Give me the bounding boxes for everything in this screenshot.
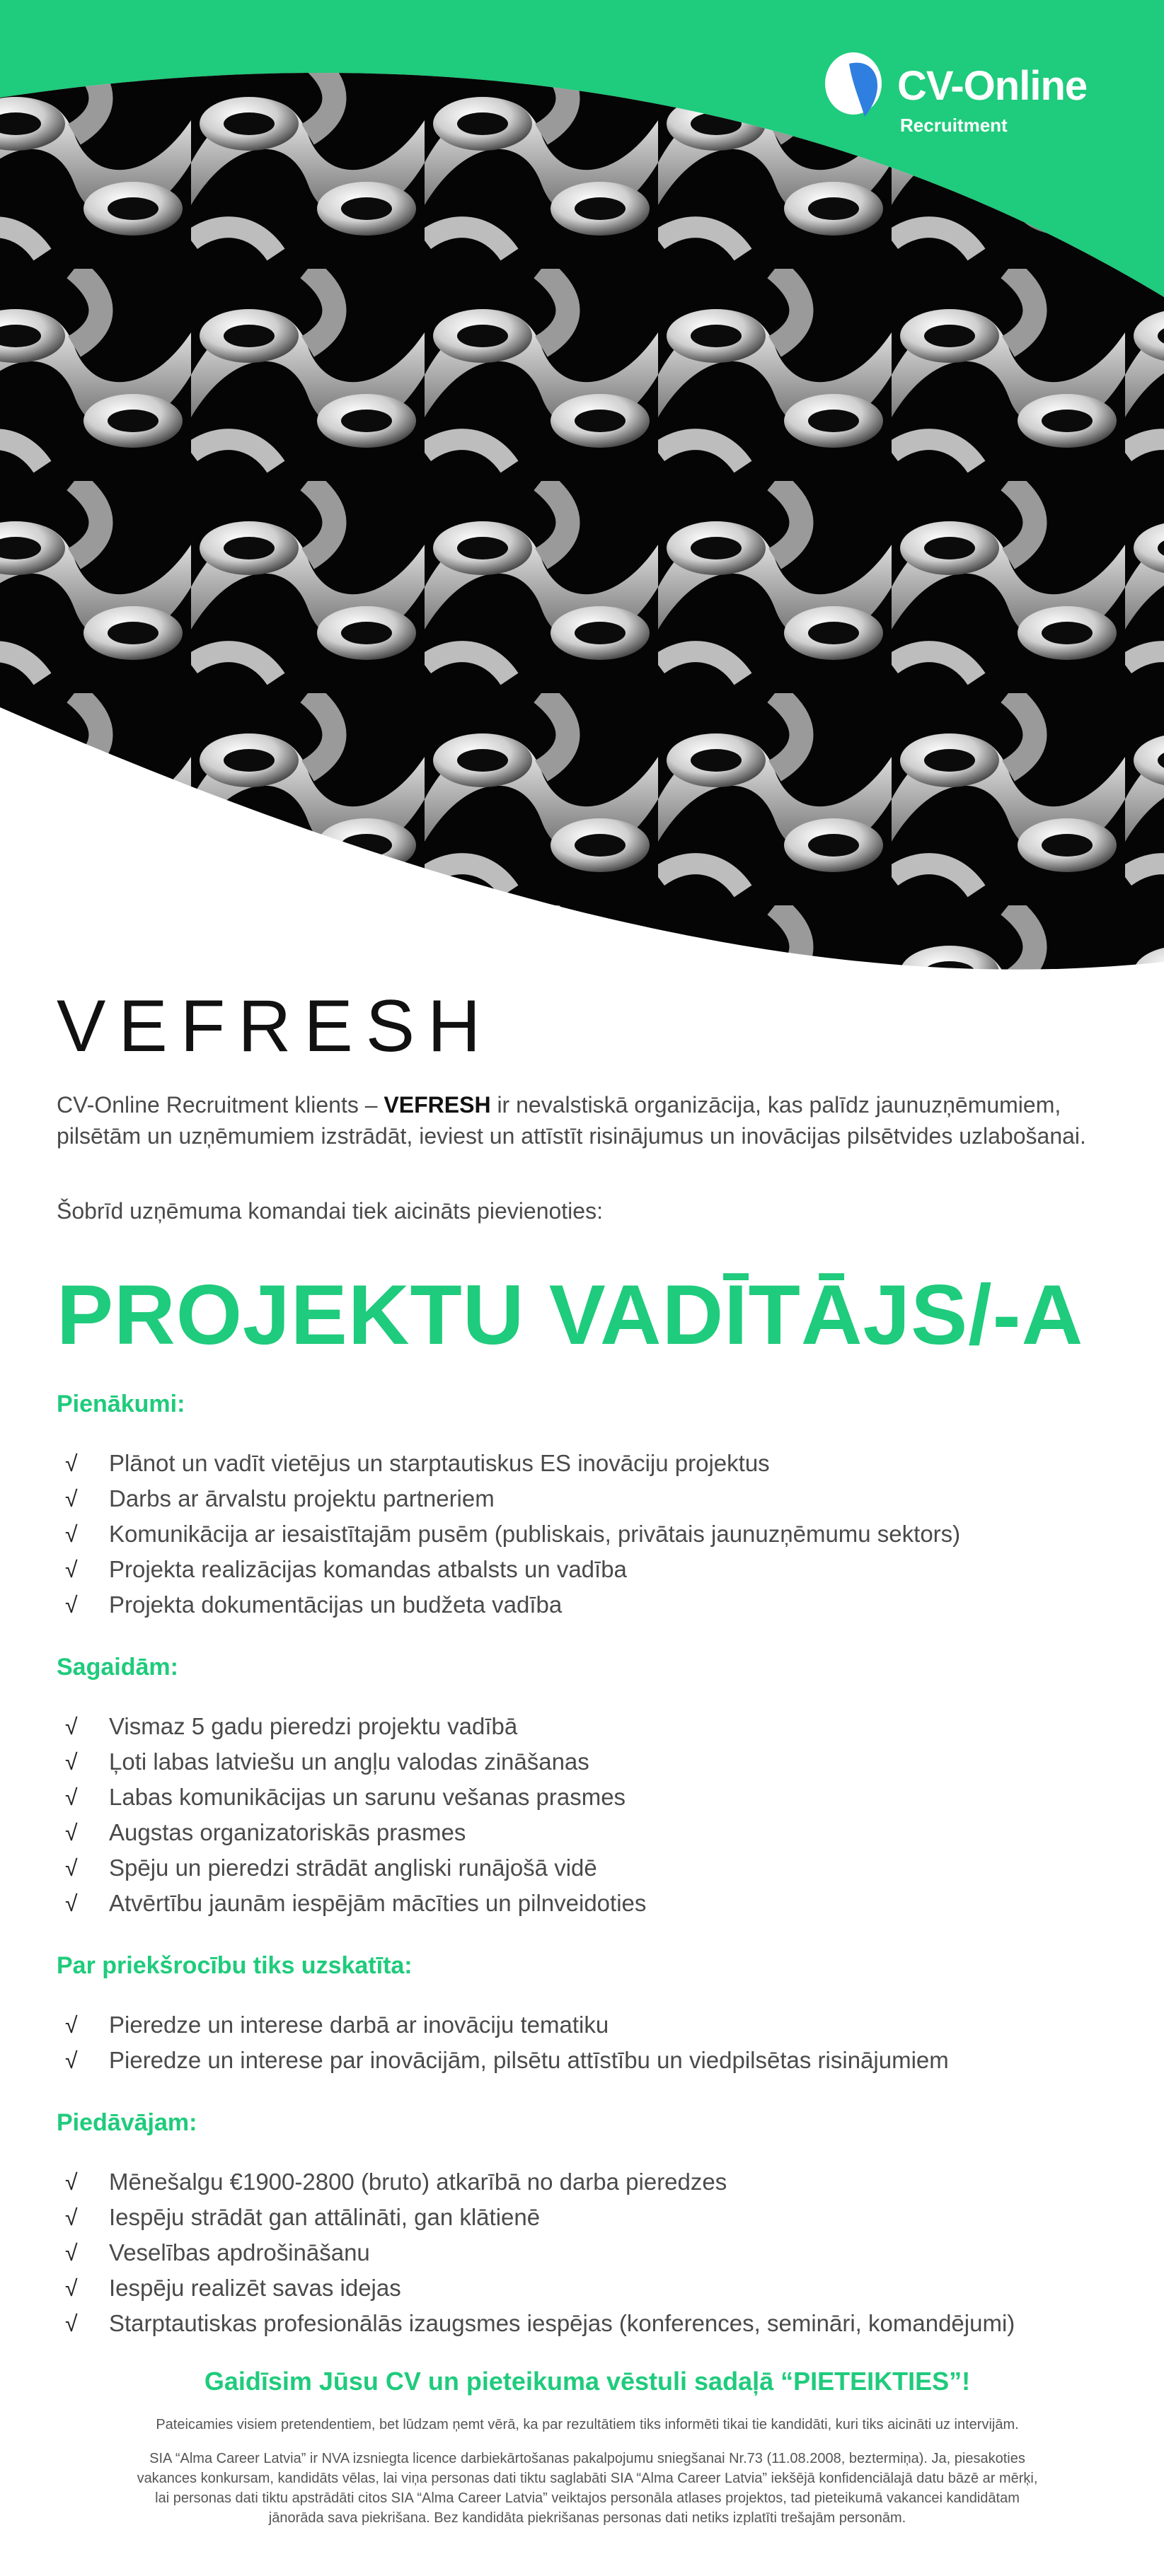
list-item-text: Spēju un pieredzi strādāt angliski runājošā vidē (109, 1855, 597, 1881)
legal-line: vakances konkursam, kandidāts vēlas, lai viņa personas dati tiktu saglabāti SIA “Alma Career Latvia” iekšējā konfidenciālajā datu bāzē ar mērķi, (137, 2471, 1038, 2486)
checkmark-icon: √ (65, 1749, 78, 1775)
intro-company: VEFRESH (384, 1092, 491, 1118)
list-item-text: Pieredze un interese par inovācijām, pilsētu attīstību un viedpilsētas risinājumiem (109, 2047, 949, 2073)
checkmark-icon: √ (65, 1714, 78, 1739)
legal-notice (57, 2449, 1118, 2528)
hero-banner (0, 0, 1164, 1019)
list-item (57, 2164, 1118, 2200)
checkmark-icon: √ (65, 1557, 78, 1582)
list-item (57, 2200, 1118, 2235)
list-item-text: Pieredze un interese darbā ar inovāciju tematiku (109, 2012, 609, 2038)
checklist (57, 1446, 1118, 1623)
brand-subtitle: Recruitment (900, 115, 1008, 136)
checklist (57, 2164, 1118, 2341)
list-item (57, 1850, 1118, 1886)
section-heading: Pienākumi: (57, 1391, 185, 1417)
section-heading: Sagaidām: (57, 1654, 178, 1681)
checkmark-icon: √ (65, 2275, 78, 2301)
cv-online-mark-icon (821, 50, 892, 127)
list-item (57, 1516, 1118, 1552)
section-heading: Piedāvājam: (57, 2109, 197, 2136)
invite-text: Šobrīd uzņēmuma komandai tiek aicināts pievienoties: (57, 1198, 603, 1224)
intro-text: ir nevalstiskā organizācija, kas palīdz jaunuzņēmumiem, pilsētām un uzņēmumiem izstrādāt, ieviest un attīstīt risinājumus un inovācijas pilsētvides uzlabošanai. (57, 1092, 1086, 1149)
checkmark-icon: √ (65, 1451, 78, 1476)
checklist (57, 1709, 1118, 1921)
list-item-text: Vismaz 5 gadu pieredzi projektu vadībā (109, 1713, 518, 1739)
checkmark-icon: √ (65, 2169, 78, 2195)
legal-line: SIA “Alma Career Latvia” ir NVA izsniegta licence darbiekārtošanas pakalpojumu sniegšanai Nr.73 (11.08.2008, beztermiņa). Ja, piesakoties (149, 2451, 1025, 2466)
list-item-text: Augstas organizatoriskās prasmes (109, 1819, 466, 1845)
list-item-text: Darbs ar ārvalstu projektu partneriem (109, 1485, 495, 1512)
list-item-text: Atvērtību jaunām iespējām mācīties un pilnveidoties (109, 1890, 647, 1916)
section-2 (57, 1949, 1118, 2078)
client-logo: VEFRESH (57, 985, 494, 1067)
list-item-text: Iespēju realizēt savas idejas (109, 2275, 401, 2301)
job-title: PROJEKTU VADĪTĀJS/-A (57, 1267, 1084, 1362)
list-item (57, 1552, 1118, 1587)
checkmark-icon: √ (65, 2240, 78, 2265)
section-0 (57, 1388, 1118, 1623)
cv-online-logo (821, 42, 1118, 149)
list-item (57, 2235, 1118, 2270)
list-item-text: Labas komunikācijas un sarunu vešanas prasmes (109, 1784, 626, 1810)
checkmark-icon: √ (65, 1592, 78, 1618)
list-item (57, 1815, 1118, 1850)
call-to-action: Gaidīsim Jūsu CV un pieteikuma vēstuli sadaļā “PIETEIKTIES”! (204, 2367, 971, 2396)
list-item-text: Projekta dokumentācijas un budžeta vadība (109, 1591, 563, 1618)
checkmark-icon: √ (65, 1486, 78, 1512)
section-3 (57, 2106, 1118, 2341)
list-item-text: Komunikācija ar iesaistītajām pusēm (publiskais, privātais jaunuzņēmumu sektors) (109, 1521, 961, 1547)
intro-paragraph (57, 1089, 1118, 1151)
checkmark-icon: √ (65, 2048, 78, 2073)
section-heading: Par priekšrocību tiks uzskatīta: (57, 1952, 413, 1979)
checkmark-icon: √ (65, 1891, 78, 1916)
checkmark-icon: √ (65, 1855, 78, 1881)
brand-name: CV-Online (897, 63, 1088, 109)
checkmark-icon: √ (65, 2311, 78, 2336)
list-item (57, 2270, 1118, 2306)
checkmark-icon: √ (65, 1521, 78, 1547)
checklist (57, 2007, 1118, 2078)
list-item (57, 2043, 1118, 2078)
list-item-text: Mēnešalgu €1900-2800 (bruto) atkarībā no darba pieredzes (109, 2169, 727, 2195)
checkmark-icon: √ (65, 2205, 78, 2230)
checkmark-icon: √ (65, 1785, 78, 1810)
list-item-text: Veselības apdrošināšanu (109, 2239, 370, 2265)
list-item (57, 1446, 1118, 1481)
checkmark-icon: √ (65, 1820, 78, 1845)
list-item (57, 1780, 1118, 1815)
sections (57, 1388, 1118, 2341)
list-item (57, 1886, 1118, 1921)
legal-line: jānorāda sava piekrišana. Bez kandidāta piekrišanas personas dati netiks izplatīti trešajām personām. (268, 2510, 906, 2526)
job-ad-content (57, 1089, 1118, 2528)
list-item-text: Iespēju strādāt gan attālināti, gan klātienē (109, 2204, 541, 2230)
section-1 (57, 1651, 1118, 1921)
legal-line: lai personas dati tiktu apstrādāti citos SIA “Alma Career Latvia” veiktajos personāla atlases projektos, tad pieteikumā vakancei kandidātam (155, 2490, 1020, 2506)
list-item-text: Ļoti labas latviešu un angļu valodas zināšanas (109, 1748, 589, 1775)
list-item-text: Plānot un vadīt vietējus un starptautiskus ES inovāciju projektus (109, 1450, 770, 1476)
list-item (57, 2306, 1118, 2341)
list-item (57, 1744, 1118, 1780)
list-item (57, 1587, 1118, 1623)
list-item (57, 1481, 1118, 1516)
list-item (57, 1709, 1118, 1744)
list-item-text: Projekta realizācijas komandas atbalsts un vadība (109, 1556, 627, 1582)
intro-prefix: CV-Online Recruitment klients – (57, 1092, 384, 1118)
list-item (57, 2007, 1118, 2043)
checkmark-icon: √ (65, 2012, 78, 2038)
list-item-text: Starptautiskas profesionālās izaugsmes iespējas (konferences, semināri, komandējumi) (109, 2310, 1015, 2336)
footer-note: Pateicamies visiem pretendentiem, bet lūdzam ņemt vērā, ka par rezultātiem tiks informēti tikai tie kandidāti, kuri tiks aicināti uz intervijām. (156, 2417, 1019, 2432)
